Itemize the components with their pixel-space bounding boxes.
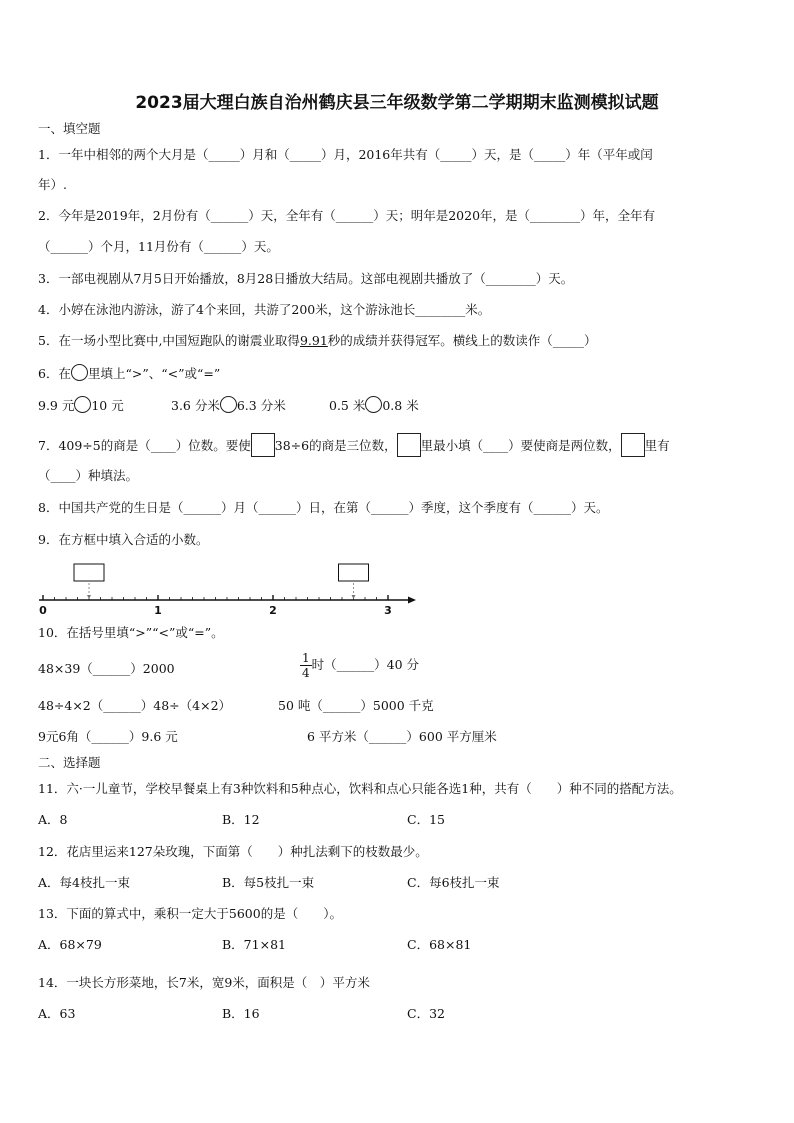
option-b[interactable]: B．12: [222, 812, 260, 827]
option-c[interactable]: C．68×81: [407, 937, 472, 952]
question-3: 3．一部电视剧从7月5日开始播放，8月28日播放大结局。这部电视剧共播放了（________）天。: [38, 271, 574, 286]
compare-left: 3.6 分米: [171, 398, 220, 413]
section-heading: 一、填空题: [38, 121, 101, 136]
question-1-line2: 年）.: [38, 177, 67, 192]
compare-right: 10 元: [91, 398, 124, 413]
compare-circle-icon: [71, 364, 88, 381]
question-9: 9．在方框中填入合适的小数。: [38, 532, 209, 547]
option-c[interactable]: C．32: [407, 1006, 445, 1021]
question-6: [38, 364, 220, 382]
answer-box: [74, 564, 104, 581]
option-a[interactable]: A．每4枝扎一束: [38, 875, 130, 890]
q10-row3-right: 6 平方米（______）600 平方厘米: [307, 729, 497, 744]
tick-label: 2: [269, 604, 277, 616]
q10-row2-right: 50 吨（______）5000 千克: [278, 698, 434, 713]
question-7-line2: （____）种填法。: [38, 468, 139, 483]
question-5-text-end: 秒的成绩并获得冠军。横线上的数读作（_____）: [327, 333, 597, 348]
option-a[interactable]: A．8: [38, 812, 68, 827]
option-a[interactable]: A．63: [38, 1006, 76, 1021]
compare-circle-icon[interactable]: [74, 396, 91, 413]
option-a[interactable]: A．68×79: [38, 937, 102, 952]
pointer-arrow-icon: [87, 595, 91, 599]
tick-label: 3: [384, 604, 392, 616]
page-title: 2023届大理白族自治州鹤庆县三年级数学第二学期期末监测模拟试题: [135, 93, 659, 113]
compare-circle-icon[interactable]: [220, 396, 237, 413]
question-7-text: 里最小填（____）要使商是两位数，: [420, 438, 621, 453]
q10-row3-left: 9元6角（______）9.6 元: [38, 729, 178, 744]
option-c[interactable]: C．每6枝扎一束: [407, 875, 500, 890]
option-b[interactable]: B．16: [222, 1006, 260, 1021]
question-7-text: 里有: [644, 438, 670, 453]
question-8: 8．中国共产党的生日是（______）月（______）日，在第（______）季度，这个季度有（______）天。: [38, 500, 609, 515]
question-11: 11．六·一儿童节，学校早餐桌上有3种饮料和5种点心，饮料和点心只能各选1种，共有（ ）种不同的搭配方法。: [38, 781, 682, 796]
question-12: 12．花店里运来127朵玫瑰，下面第（ ）种扎法剩下的枝数最少。: [38, 844, 428, 859]
option-c[interactable]: C．15: [407, 812, 445, 827]
question-6-item-1: [38, 396, 124, 414]
question-13: 13．下面的算式中，乘积一定大于5600的是（ ）。: [38, 906, 342, 921]
compare-right: 6.3 分米: [236, 398, 286, 413]
q10-row1-right: [300, 651, 419, 680]
q10-row1-left: 48×39（______）2000: [38, 661, 175, 676]
question-7-text: 7．409÷5的商是（____）位数。要使: [38, 438, 251, 453]
question-7-text: 38÷6的商是三位数，: [274, 438, 397, 453]
arrow-head-icon: [408, 597, 416, 604]
blank-box-icon[interactable]: [397, 433, 421, 457]
question-2-line1: 2．今年是2019年，2月份有（______）天，全年有（______）天；明年是2020年，是（________）年，全年有: [38, 208, 656, 223]
numerator: 1: [302, 651, 310, 665]
question-14: 14．一块长方形菜地，长7米，宽9米，面积是（ ）平方米: [38, 975, 370, 990]
blank-box-icon[interactable]: [621, 433, 645, 457]
question-2-line2: （______）个月，11月份有（______）天。: [38, 239, 279, 254]
question-5: [38, 333, 597, 349]
number-line: [30, 556, 420, 616]
question-6-item-2: [171, 396, 286, 414]
tick-label: 1: [154, 604, 162, 616]
option-b[interactable]: B．每5枝扎一束: [222, 875, 315, 890]
question-6-text-end: 里填上“>”、“<”或“=”: [87, 366, 221, 381]
q10-row1-right-text: 时（______）40 分: [311, 657, 420, 672]
tick-label: 0: [39, 604, 47, 616]
question-4: 4．小婷在泳池内游泳，游了4个来回，共游了200米，这个游泳池长________米。: [38, 302, 491, 317]
pointer-arrow-icon: [352, 595, 356, 599]
question-6-text: 6．在: [38, 366, 71, 381]
compare-left: 0.5 米: [329, 398, 366, 413]
compare-left: 9.9 元: [38, 398, 75, 413]
question-5-text: 5．在一场小型比赛中,中国短跑队的谢震业取得: [38, 333, 300, 348]
q10-row2-left: 48÷4×2（______）48÷（4×2）: [38, 698, 232, 713]
denominator: 4: [302, 666, 310, 680]
question-6-item-3: [329, 396, 419, 414]
underlined-number: 9.91: [299, 333, 328, 348]
fraction: [300, 651, 312, 680]
question-10: 10．在括号里填“>”“<”或“=”。: [38, 625, 224, 640]
question-1-line1: 1．一年中相邻的两个大月是（_____）月和（_____）月，2016年共有（_____）天，是（_____）年（平年或闰: [38, 147, 653, 162]
answer-box: [339, 564, 369, 581]
blank-box-icon[interactable]: [251, 433, 275, 457]
section-heading: 二、选择题: [38, 755, 101, 770]
question-7-line1: [38, 433, 670, 457]
option-b[interactable]: B．71×81: [222, 937, 286, 952]
compare-right: 0.8 米: [382, 398, 419, 413]
compare-circle-icon[interactable]: [365, 396, 382, 413]
